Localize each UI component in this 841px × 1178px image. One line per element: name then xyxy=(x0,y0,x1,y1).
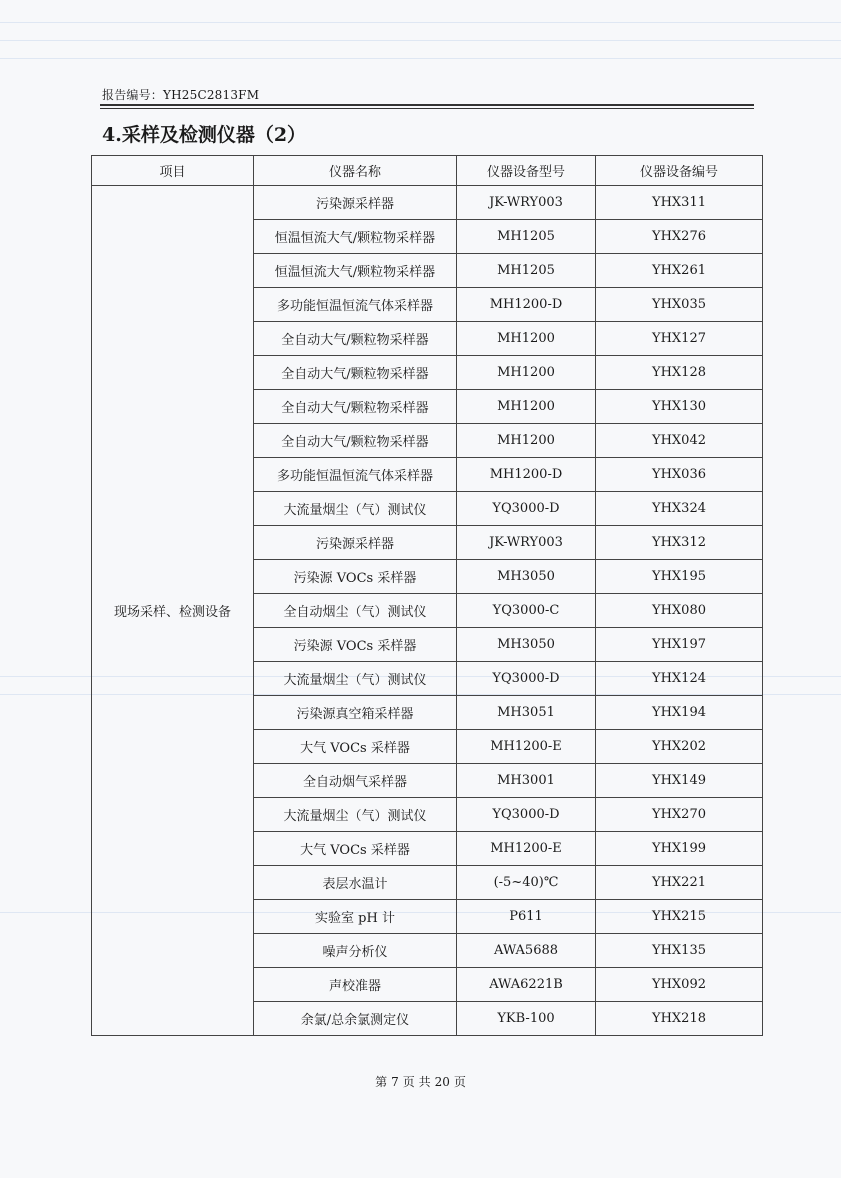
model-cell: MH1200-D xyxy=(457,458,596,492)
header-divider-thin xyxy=(100,108,754,109)
report-number: 报告编号：YH25C2813FM xyxy=(102,88,260,102)
instrument-name-cell: 大气 VOCs 采样器 xyxy=(254,730,457,764)
model-cell: MH1200 xyxy=(457,424,596,458)
instrument-name-cell: 全自动烟气采样器 xyxy=(254,764,457,798)
model-cell: MH3050 xyxy=(457,628,596,662)
equipment-code-cell: YHX312 xyxy=(596,526,763,560)
equipment-code-cell: YHX199 xyxy=(596,832,763,866)
column-header-model: 仪器设备型号 xyxy=(457,156,596,186)
instrument-name-cell: 恒温恒流大气/颗粒物采样器 xyxy=(254,220,457,254)
model-cell: JK-WRY003 xyxy=(457,526,596,560)
header-divider-thick xyxy=(100,104,754,106)
instrument-name-cell: 污染源 VOCs 采样器 xyxy=(254,560,457,594)
instrument-name-cell: 实验室 pH 计 xyxy=(254,900,457,934)
equipment-code-cell: YHX130 xyxy=(596,390,763,424)
model-cell: MH1200 xyxy=(457,356,596,390)
model-cell: MH1205 xyxy=(457,220,596,254)
instrument-name-cell: 大流量烟尘（气）测试仪 xyxy=(254,798,457,832)
equipment-code-cell: YHX080 xyxy=(596,594,763,628)
equipment-code-cell: YHX261 xyxy=(596,254,763,288)
instrument-name-cell: 声校准器 xyxy=(254,968,457,1002)
model-cell: MH3050 xyxy=(457,560,596,594)
model-cell: MH1200 xyxy=(457,390,596,424)
instrument-name-cell: 余氯/总余氯测定仪 xyxy=(254,1002,457,1036)
model-cell: MH1200-D xyxy=(457,288,596,322)
equipment-code-cell: YHX127 xyxy=(596,322,763,356)
equipment-code-cell: YHX324 xyxy=(596,492,763,526)
instrument-name-cell: 全自动大气/颗粒物采样器 xyxy=(254,356,457,390)
instrument-name-cell: 多功能恒温恒流气体采样器 xyxy=(254,288,457,322)
equipment-code-cell: YHX276 xyxy=(596,220,763,254)
equipment-code-cell: YHX270 xyxy=(596,798,763,832)
instrument-name-cell: 恒温恒流大气/颗粒物采样器 xyxy=(254,254,457,288)
equipment-code-cell: YHX311 xyxy=(596,186,763,220)
page-footer xyxy=(0,1073,841,1090)
model-cell: AWA5688 xyxy=(457,934,596,968)
table-row xyxy=(92,186,763,220)
footer-suffix: 页 xyxy=(453,1075,466,1089)
model-cell: YQ3000-D xyxy=(457,798,596,832)
instrument-name-cell: 污染源真空箱采样器 xyxy=(254,696,457,730)
category-cell: 现场采样、检测设备 xyxy=(92,186,254,1036)
model-cell: AWA6221B xyxy=(457,968,596,1002)
equipment-code-cell: YHX221 xyxy=(596,866,763,900)
model-cell: (-5~40)℃ xyxy=(457,866,596,900)
equipment-code-cell: YHX042 xyxy=(596,424,763,458)
total-pages-number: 20 xyxy=(434,1075,450,1089)
equipment-code-cell: YHX035 xyxy=(596,288,763,322)
equipment-code-cell: YHX218 xyxy=(596,1002,763,1036)
model-cell: MH1200-E xyxy=(457,730,596,764)
section-title: 4.采样及检测仪器（2） xyxy=(102,124,307,146)
model-cell: MH1200 xyxy=(457,322,596,356)
equipment-code-cell: YHX197 xyxy=(596,628,763,662)
instrument-name-cell: 大流量烟尘（气）测试仪 xyxy=(254,662,457,696)
equipment-code-cell: YHX092 xyxy=(596,968,763,1002)
model-cell: MH1205 xyxy=(457,254,596,288)
model-cell: JK-WRY003 xyxy=(457,186,596,220)
instrument-name-cell: 污染源采样器 xyxy=(254,526,457,560)
instrument-name-cell: 多功能恒温恒流气体采样器 xyxy=(254,458,457,492)
instrument-name-cell: 大气 VOCs 采样器 xyxy=(254,832,457,866)
instrument-table xyxy=(91,155,763,1036)
footer-prefix: 第 xyxy=(375,1075,388,1089)
instrument-name-cell: 全自动大气/颗粒物采样器 xyxy=(254,322,457,356)
footer-mid: 页 共 xyxy=(402,1075,431,1089)
current-page-number: 7 xyxy=(391,1075,399,1089)
model-cell: YQ3000-C xyxy=(457,594,596,628)
table-header-row xyxy=(92,156,763,186)
model-cell: P611 xyxy=(457,900,596,934)
equipment-code-cell: YHX128 xyxy=(596,356,763,390)
instrument-name-cell: 全自动大气/颗粒物采样器 xyxy=(254,424,457,458)
model-cell: YQ3000-D xyxy=(457,662,596,696)
column-header-equipment-code: 仪器设备编号 xyxy=(596,156,763,186)
model-cell: MH1200-E xyxy=(457,832,596,866)
model-cell: YKB-100 xyxy=(457,1002,596,1036)
instrument-name-cell: 污染源 VOCs 采样器 xyxy=(254,628,457,662)
equipment-code-cell: YHX194 xyxy=(596,696,763,730)
column-header-instrument-name: 仪器名称 xyxy=(254,156,457,186)
instrument-name-cell: 表层水温计 xyxy=(254,866,457,900)
instrument-name-cell: 噪声分析仪 xyxy=(254,934,457,968)
equipment-code-cell: YHX215 xyxy=(596,900,763,934)
instrument-name-cell: 大流量烟尘（气）测试仪 xyxy=(254,492,457,526)
equipment-code-cell: YHX202 xyxy=(596,730,763,764)
instrument-name-cell: 污染源采样器 xyxy=(254,186,457,220)
column-header-item: 项目 xyxy=(92,156,254,186)
model-cell: YQ3000-D xyxy=(457,492,596,526)
equipment-code-cell: YHX036 xyxy=(596,458,763,492)
equipment-code-cell: YHX124 xyxy=(596,662,763,696)
equipment-code-cell: YHX149 xyxy=(596,764,763,798)
table-body xyxy=(92,186,763,1036)
instrument-name-cell: 全自动烟尘（气）测试仪 xyxy=(254,594,457,628)
equipment-code-cell: YHX135 xyxy=(596,934,763,968)
model-cell: MH3001 xyxy=(457,764,596,798)
model-cell: MH3051 xyxy=(457,696,596,730)
equipment-code-cell: YHX195 xyxy=(596,560,763,594)
instrument-name-cell: 全自动大气/颗粒物采样器 xyxy=(254,390,457,424)
